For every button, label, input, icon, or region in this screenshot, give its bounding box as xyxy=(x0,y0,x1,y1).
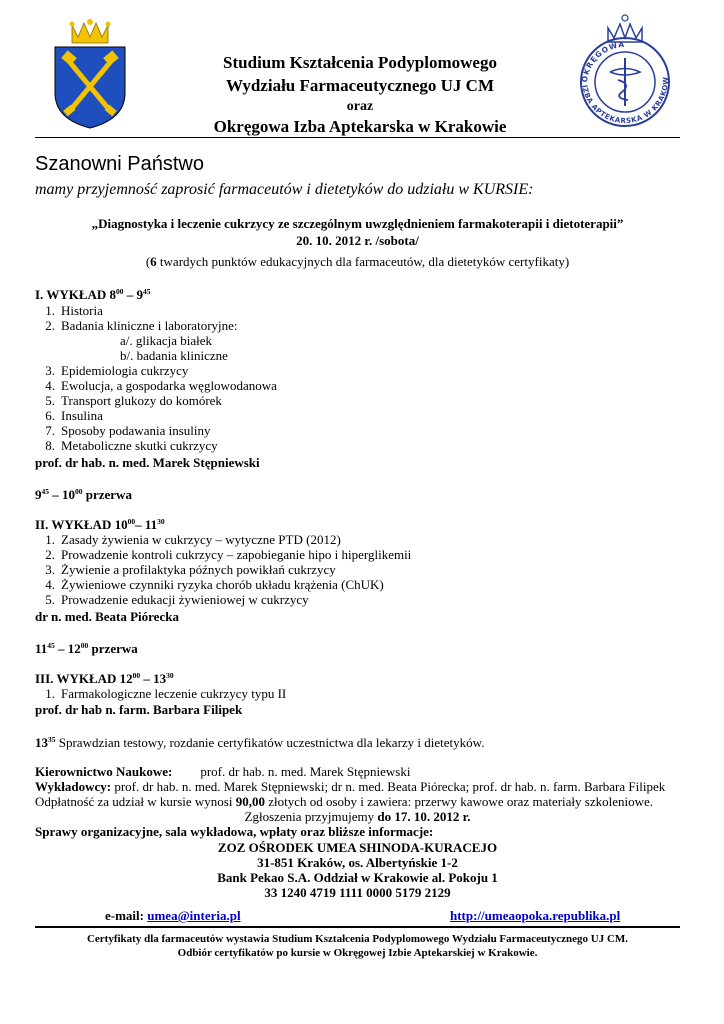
course-date: 20. 10. 2012 r. /sobota/ xyxy=(296,233,419,248)
header-line-2: Wydziału Farmaceutycznego UJ CM xyxy=(225,76,494,95)
izba-aptekarska-seal-logo xyxy=(570,10,680,130)
list-item: 4. Ewolucja, a gospodarka węglowodanowa xyxy=(45,378,277,393)
footer-line-2: Odbiór certyfikatów po kursie w Okręgowej Izbie Aptekarskiej w Krakowie. xyxy=(177,947,538,959)
contact-line-2: 31-851 Kraków, os. Albertyńskie 1-2 xyxy=(257,855,458,870)
list-subitem: b/. badania kliniczne xyxy=(120,348,228,363)
list-item: 1. Zasady żywienia w cukrzycy – wytyczne PTD (2012) xyxy=(45,532,341,547)
uj-cm-shield-logo xyxy=(50,15,130,130)
list-item: 3. Epidemiologia cukrzycy xyxy=(45,363,189,378)
lecture-1-heading: I. WYKŁAD $8^{00} - 9^{45}$ xyxy=(35,287,151,302)
website-line xyxy=(450,908,620,924)
break-1: $9^{45} - 10^{00}$ przerwa xyxy=(35,487,132,502)
invitation-text: mamy przyjemność zaprosić farmaceutów i dietetyków do udziału w KURSIE: xyxy=(35,181,534,198)
list-item: 2. Badania kliniczne i laboratoryjne: xyxy=(45,318,238,333)
footer-divider xyxy=(35,926,680,928)
contact-line-3: Bank Pekao S.A. Oddział w Krakowie al. Pokoju 1 xyxy=(217,870,498,885)
course-points: (6 twardych punktów edukacyjnych dla farmaceutów, dla dietetyków certyfikaty) xyxy=(145,254,570,269)
header-line-4: Okręgowa Izba Aptekarska w Krakowie xyxy=(213,117,507,136)
seal-bottom-text: IZBA APTEKARSKA W KRAKOW xyxy=(580,76,671,126)
lecturers-line: Wykładowcy: prof. dr hab. n. med. Marek Stępniewski; dr n. med. Beata Piórecka; prof. dr hab. n. farm. Barbara Filipek xyxy=(35,779,666,794)
fee-line: Odpłatność za udział w kursie wynosi 90,00 złotych od osoby i zawiera: przerwy kawowe oraz materiały szkoleniowe. xyxy=(35,794,654,809)
list-item: 5. Transport glukozy do komórek xyxy=(45,393,222,408)
registration-line: Zgłoszenia przyjmujemy do 17. 10. 2012 r. xyxy=(244,809,471,824)
list-item: 7. Sposoby podawania insuliny xyxy=(45,423,211,438)
list-item: 2. Prowadzenie kontroli cukrzycy – zapobieganie hipo i hiperglikemii xyxy=(45,547,412,562)
greeting: Szanowni Państwo xyxy=(35,153,204,175)
lecture-2-lecturer: dr n. med. Beata Piórecka xyxy=(35,609,179,624)
list-item: 5. Prowadzenie edukacji żywieniowej w cukrzycy xyxy=(45,592,309,607)
break-2: $11^{45} - 12^{00}$ przerwa xyxy=(35,641,138,656)
contact-line-1: ZOZ OŚRODEK UMEA SHINODA-KURACEJO xyxy=(217,840,498,855)
list-item: 4. Żywieniowe czynniki ryzyka chorób układu krążenia (ChUK) xyxy=(45,577,384,592)
course-title: „Diagnostyka i leczenie cukrzycy ze szczególnym uwzględnieniem farmakoterapii i dietoterapii” xyxy=(91,216,624,231)
organizational-label: Sprawy organizacyjne, sala wykładowa, wpłaty oraz bliższe informacje: xyxy=(35,824,434,839)
header-line-3: oraz xyxy=(346,99,374,114)
list-item: 8. Metaboliczne skutki cukrzycy xyxy=(45,438,218,453)
lecture-3-lecturer: prof. dr hab n. farm. Barbara Filipek xyxy=(35,702,243,717)
scientific-direction: Kierownictwo Naukowe: prof. dr hab. n. med. Marek Stępniewski xyxy=(35,764,411,779)
email-line: e-mail: umea@interia.pl xyxy=(105,908,241,923)
seal-top-text: OKRĘGOWA xyxy=(579,39,626,83)
list-item: 3. Żywienie a profilaktyka późnych powikłań cukrzycy xyxy=(45,562,336,577)
list-item: 6. Insulina xyxy=(45,408,103,423)
list-subitem: a/. glikacja białek xyxy=(120,333,213,348)
website-link[interactable]: http://umeaopoka.republika.pl xyxy=(450,908,621,923)
list-item: 1. Farmakologiczne leczenie cukrzycy typu II xyxy=(45,686,287,701)
lecture-3-heading: III. WYKŁAD $12^{00} - 13^{30}$ xyxy=(35,671,174,686)
contact-line-4: 33 1240 4719 1111 0000 5179 2129 xyxy=(264,885,451,900)
list-item: 1. Historia xyxy=(45,303,103,318)
lecture-1-lecturer: prof. dr hab. n. med. Marek Stępniewski xyxy=(35,455,260,470)
header-line-1: Studium Kształcenia Podyplomowego xyxy=(223,53,497,72)
test-line: $13^{35}$ Sprawdzian testowy, rozdanie certyfikatów uczestnictwa dla lekarzy i dietetyków. xyxy=(35,735,485,750)
email-link[interactable]: umea@interia.pl xyxy=(147,908,241,923)
footer-line-1: Certyfikaty dla farmaceutów wystawia Studium Kształcenia Podyplomowego Wydziału Farmaceutycznego UJ CM. xyxy=(86,933,629,945)
lecture-2-heading: II. WYKŁAD $10^{00}-$ $11^{30}$ xyxy=(35,517,165,532)
header-divider xyxy=(35,137,680,138)
